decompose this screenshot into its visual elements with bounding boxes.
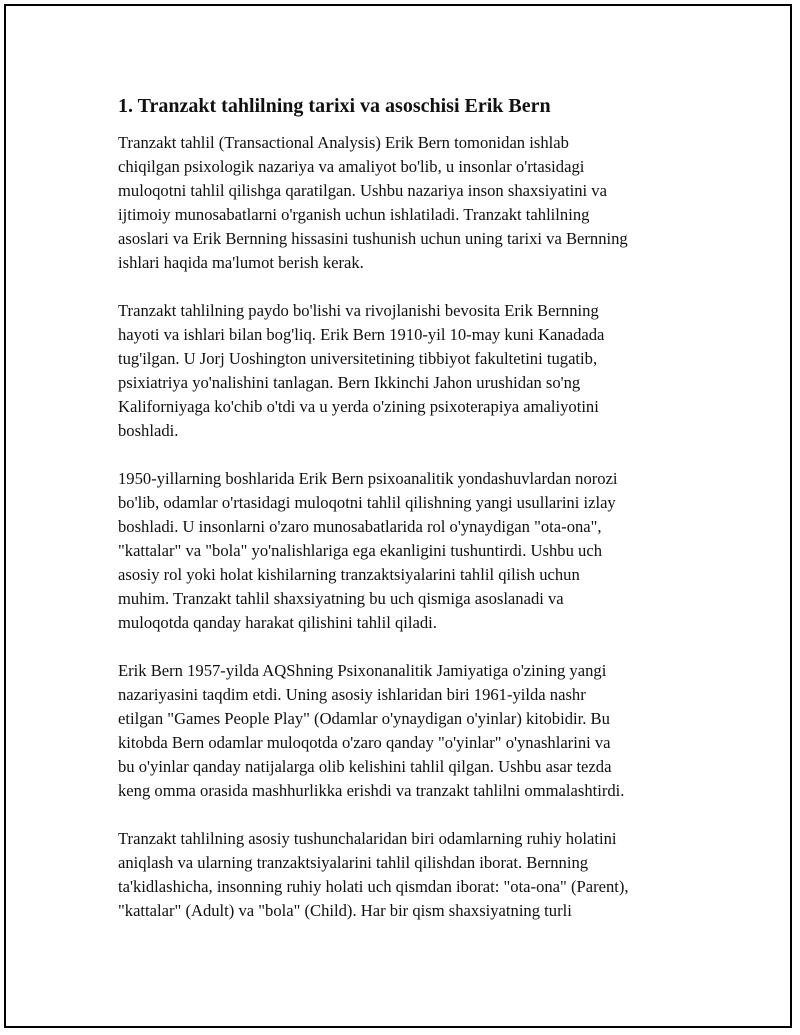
text-line: boshladi. U insonlarni o'zaro munosabatlarida rol o'ynaydigan "ota-ona", bbox=[118, 517, 602, 536]
text-line: hayoti va ishlari bilan bog'liq. Erik Bern 1910-yil 10-may kuni Kanadada bbox=[118, 325, 605, 344]
document-body bbox=[118, 92, 698, 947]
text-line: etilgan "Games People Play" (Odamlar o'ynaydigan o'yinlar) kitobidir. Bu bbox=[118, 709, 610, 728]
paragraph-4 bbox=[118, 659, 698, 803]
text-line: "kattalar" va "bola" yo'nalishlariga ega ekanligini tushuntirdi. Ushbu uch bbox=[118, 541, 602, 560]
text-line: Tranzakt tahlilning paydo bo'lishi va rivojlanishi bevosita Erik Bernning bbox=[118, 301, 599, 320]
text-line: Tranzakt tahlil (Transactional Analysis) Erik Bern tomonidan ishlab bbox=[118, 133, 569, 152]
text-line: ishlari haqida ma'lumot berish kerak. bbox=[118, 253, 364, 272]
text-line: "kattalar" (Adult) va "bola" (Child). Har bir qism shaxsiyatning turli bbox=[118, 901, 572, 920]
text-line: 1950-yillarning boshlarida Erik Bern psixoanalitik yondashuvlardan norozi bbox=[118, 469, 618, 488]
text-line: bu o'yinlar qanday natijalarga olib kelishini tahlil qilgan. Ushbu asar tezda bbox=[118, 757, 612, 776]
text-line: Erik Bern 1957-yilda AQShning Psixonanalitik Jamiyatiga o'zining yangi bbox=[118, 661, 607, 680]
text-line: chiqilgan psixologik nazariya va amaliyot bo'lib, u insonlar o'rtasidagi bbox=[118, 157, 585, 176]
text-line: asosiy rol yoki holat kishilarning tranzaktsiyalarini tahlil qilish uchun bbox=[118, 565, 580, 584]
text-line: muhim. Tranzakt tahlil shaxsiyatning bu uch qismiga asoslanadi va bbox=[118, 589, 564, 608]
paragraph-3 bbox=[118, 467, 698, 635]
text-line: ta'kidlashicha, insonning ruhiy holati uch qismdan iborat: "ota-ona" (Parent), bbox=[118, 877, 629, 896]
text-line: ijtimoiy munosabatlarni o'rganish uchun ishlatiladi. Tranzakt tahlilning bbox=[118, 205, 590, 224]
paragraph-2 bbox=[118, 299, 698, 443]
section-heading: 1. Tranzakt tahlilning tarixi va asoschisi Erik Bern bbox=[118, 95, 551, 117]
paragraph-1 bbox=[118, 131, 698, 275]
text-line: Kaliforniyaga ko'chib o'tdi va u yerda o'zining psixoterapiya amaliyotini bbox=[118, 397, 599, 416]
text-line: psixiatriya yo'nalishini tanlagan. Bern Ikkinchi Jahon urushidan so'ng bbox=[118, 373, 581, 392]
text-line: tug'ilgan. U Jorj Uoshington universitetining tibbiyot fakultetini tugatib, bbox=[118, 349, 598, 368]
text-line: boshladi. bbox=[118, 421, 179, 440]
paragraph-5 bbox=[118, 827, 698, 923]
text-line: aniqlash va ularning tranzaktsiyalarini tahlil qilishdan iborat. Bernning bbox=[118, 853, 589, 872]
text-line: kitobda Bern odamlar muloqotda o'zaro qanday "o'yinlar" o'ynashlarini va bbox=[118, 733, 611, 752]
text-line: nazariyasini taqdim etdi. Uning asosiy ishlaridan biri 1961-yilda nashr bbox=[118, 685, 586, 704]
text-line: bo'lib, odamlar o'rtasidagi muloqotni tahlil qilishning yangi usullarini izlay bbox=[118, 493, 616, 512]
text-line: muloqotni tahlil qilishga qaratilgan. Ushbu nazariya inson shaxsiyatini va bbox=[118, 181, 607, 200]
text-line: Tranzakt tahlilning asosiy tushunchalaridan biri odamlarning ruhiy holatini bbox=[118, 829, 617, 848]
text-line: keng omma orasida mashhurlikka erishdi va tranzakt tahlilni ommalashtirdi. bbox=[118, 781, 625, 800]
text-line: asoslari va Erik Bernning hissasini tushunish uchun uning tarixi va Bernning bbox=[118, 229, 628, 248]
text-line: muloqotda qanday harakat qilishini tahlil qiladi. bbox=[118, 613, 437, 632]
